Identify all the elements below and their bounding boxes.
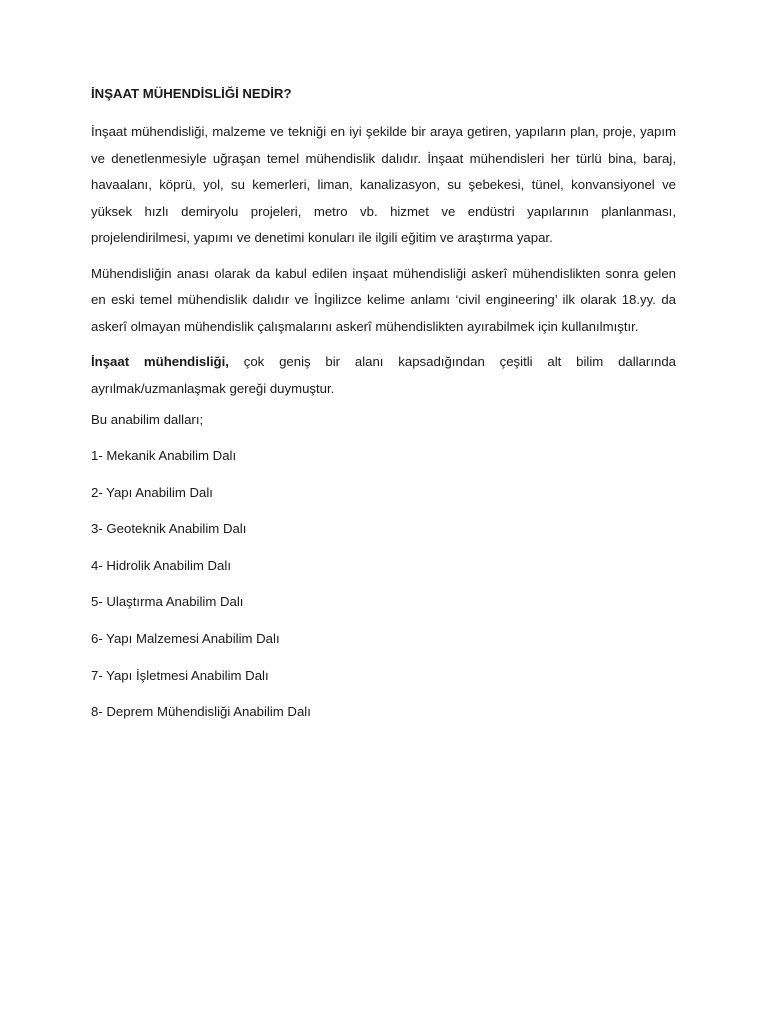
list-item: 5- Ulaştırma Anabilim Dalı [91,594,244,610]
paragraph-history: Mühendisliğin anası olarak da kabul edilen inşaat mühendisliği askerî mühendislikten sonra gelen en eski temel mühendislik dalıdır ve İngilizce kelime anlamı ‘civil engineering’ ilk olarak 18.yy. da askerî olmayan mühendislik çalışmalarını askerî mühendislikten ayırabilmek için kullanılmıştır. [91,265,676,334]
list-item: 7- Yapı İşletmesi Anabilim Dalı [91,667,269,683]
list-item: 4- Hidrolik Anabilim Dalı [91,557,231,573]
list-intro: Bu anabilim dalları; [91,412,204,427]
paragraph-specialization [91,349,676,402]
list-item: 6- Yapı Malzemesi Anabilim Dalı [91,630,280,646]
branch-list [91,447,676,721]
list-item: 1- Mekanik Anabilim Dalı [91,448,237,463]
page-title: İNŞAAT MÜHENDİSLİĞİ NEDİR? [91,86,292,101]
paragraph-specialization-text: çok geniş bir alanı kapsadığından çeşitli alt bilim dallarında ayrılmak/uzmanlaşmak gereği duymuştur. [91,354,676,396]
list-item: 3- Geoteknik Anabilim Dalı [91,521,247,537]
paragraph-definition: İnşaat mühendisliği, malzeme ve tekniği en iyi şekilde bir araya getiren, yapıların plan, proje, yapım ve denetlenmesiyle uğraşan temel mühendislik dalıdır. İnşaat mühendisleri her türlü bina, baraj, havaalanı, köprü, yol, su kemerleri, liman, kanalizasyon, su şebekesi, tünel, konvansiyonel ve yüksek hızlı demiryolu projeleri, metro vb. hizmet ve endüstri yapılarının planlanması, projelendirilmesi, yapımı ve denetimi konuları ile ilgili eğitim ve araştırma yapar. [91,124,676,245]
paragraph-specialization-bold-lead: İnşaat mühendisliği, [91,354,229,369]
list-item: 8- Deprem Mühendisliği Anabilim Dalı [91,704,311,720]
list-item: 2- Yapı Anabilim Dalı [91,484,213,500]
